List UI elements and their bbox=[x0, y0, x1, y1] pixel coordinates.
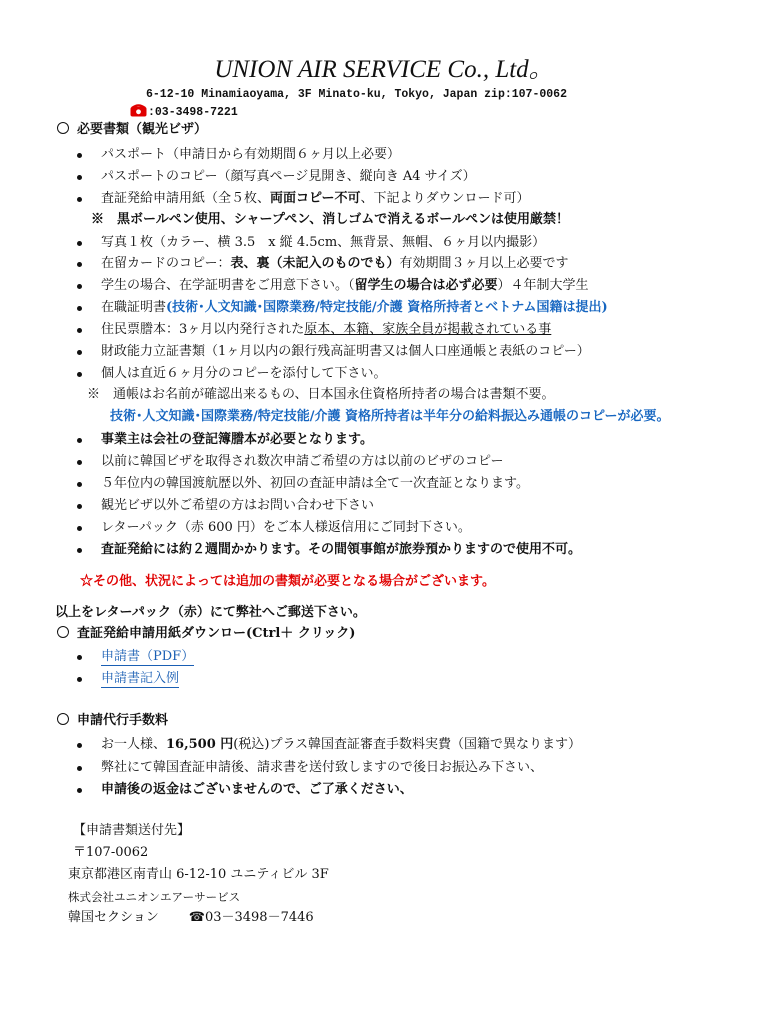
bullet-icon bbox=[77, 153, 82, 158]
mailing-phone: ☎03－3498－7446 bbox=[188, 910, 314, 925]
list-item bbox=[101, 430, 373, 450]
list-item-text-segment: 観光ビザ以外ご希望の方はお問い合わせ下さい bbox=[101, 498, 375, 513]
mailing-section bbox=[68, 908, 314, 928]
list-item-text bbox=[101, 278, 589, 293]
bullet-icon bbox=[77, 328, 82, 333]
list-item-text-segment: 個人は直近６ヶ月分のコピーを添付して下さい。 bbox=[101, 366, 387, 381]
list-item-text-segment: 有効期間３ヶ月以上必要です bbox=[399, 256, 569, 271]
company-tel-number: :03-3498-7221 bbox=[148, 106, 238, 119]
list-item bbox=[101, 254, 569, 274]
list-item bbox=[101, 540, 581, 560]
list-item bbox=[101, 647, 194, 667]
send-instruction: 以上をレターパック（赤）にて弊社へご郵送下さい。 bbox=[55, 605, 366, 620]
bullet-icon bbox=[77, 655, 82, 660]
list-item-text bbox=[101, 454, 503, 469]
circle-marker-icon bbox=[57, 122, 69, 134]
list-item bbox=[101, 189, 530, 209]
list-item-text-segment: 申請後の返金はございませんので、ご了承ください、 bbox=[101, 782, 413, 797]
list-item-text bbox=[101, 169, 476, 184]
list-item-text-segment: パスポート（申請日から有効期間６ヶ月以上必要） bbox=[101, 147, 401, 162]
list-item bbox=[101, 145, 400, 165]
list-item-text-segment: パスポートのコピー（顔写真ページ見開き、縦向き A4 サイズ） bbox=[101, 169, 476, 184]
section-fee-title: 申請代行手数料 bbox=[77, 713, 169, 728]
list-item bbox=[101, 276, 589, 296]
additional-docs-warning: ☆その他、状況によっては追加の書類が必要となる場合がございます。 bbox=[80, 574, 495, 589]
bullet-icon bbox=[77, 241, 82, 246]
list-item bbox=[101, 233, 545, 253]
mailing-address: 東京都港区南青山 6-12-10 ユニティビル 3F bbox=[68, 867, 329, 882]
list-item-text bbox=[101, 498, 374, 513]
bullet-icon bbox=[77, 526, 82, 531]
list-item-text bbox=[101, 300, 608, 315]
list-item-text-segment: 、下記よりダウンロード可） bbox=[360, 191, 530, 206]
bullet-icon bbox=[77, 548, 82, 553]
company-address: 6-12-10 Minamiaoyama, 3F Minato-ku, Tokyo, Japan zip:107-0062 bbox=[146, 88, 567, 101]
list-item bbox=[101, 758, 543, 778]
list-item-text-segment: 表、裏（未記入のものでも） bbox=[230, 256, 400, 271]
list-item-text bbox=[101, 147, 400, 162]
list-item-text-segment: 査証発給には約２週間かかります。その間領事館が旅券預かりますので使用不可。 bbox=[101, 542, 581, 557]
list-item bbox=[101, 364, 386, 384]
list-item-text bbox=[101, 737, 581, 752]
list-item-text bbox=[101, 760, 543, 775]
list-item-text-segment: 以前に韓国ビザを取得され数次申請ご希望の方は以前のビザのコピー bbox=[101, 454, 504, 469]
list-item-text-segment: ）４年制大学生 bbox=[497, 278, 589, 293]
bullet-icon bbox=[77, 766, 82, 771]
list-item-text bbox=[101, 256, 569, 271]
list-item-text bbox=[101, 235, 545, 250]
bullet-icon bbox=[77, 306, 82, 311]
list-item-text bbox=[101, 344, 590, 359]
list-item-text-segment: 学生の場合、在学証明書をご用意下さい。（ bbox=[101, 278, 355, 293]
list-item-text-segment: (税込)プラス韓国査証審査手数料実費（国籍で異なります） bbox=[233, 737, 582, 752]
bullet-icon bbox=[77, 350, 82, 355]
list-item bbox=[101, 780, 413, 800]
phone-icon bbox=[130, 104, 147, 117]
section-download-heading bbox=[57, 624, 355, 644]
bullet-icon bbox=[77, 788, 82, 793]
section-required-docs-heading bbox=[57, 120, 207, 140]
list-item bbox=[101, 320, 551, 340]
list-item-text-segment: 査証発給申請用紙（全５枚、 bbox=[101, 191, 271, 206]
list-item bbox=[101, 474, 529, 494]
list-item-text-segment: 写真１枚（カラー、横 3.5 x 縦 4.5cm、無背景、無帽、６ヶ月以内撮影） bbox=[101, 235, 546, 250]
bullet-icon bbox=[77, 262, 82, 267]
list-item-text-segment: お一人様、 bbox=[101, 737, 167, 752]
list-item bbox=[101, 167, 476, 187]
list-item-text-segment: 財政能力立証書類（1ヶ月以内の銀行残高証明書又は個人口座通帳と表紙のコピー） bbox=[101, 344, 590, 359]
circle-marker-icon bbox=[57, 626, 69, 638]
bank-book-note-visa-holders: 技術･人文知識･国際業務/特定技能/介護 資格所持者は半年分の給料振込み通帳のコピーが必要。 bbox=[110, 409, 670, 424]
mailing-zip: 〒107-0062 bbox=[73, 845, 149, 860]
bullet-icon bbox=[77, 284, 82, 289]
list-item-text bbox=[101, 542, 581, 557]
list-item-text-segment: 住民票謄本：3ヶ月以内発行された bbox=[101, 322, 305, 337]
circle-marker-icon bbox=[57, 713, 69, 725]
list-item-text-segment: 両面コピー不可 bbox=[270, 191, 361, 206]
bullet-icon bbox=[77, 504, 82, 509]
list-item bbox=[101, 735, 581, 755]
bank-book-note: ※ 通帳はお名前が確認出来るもの、日本国永住資格所持者の場合は書類不要。 bbox=[87, 387, 555, 402]
list-item-text bbox=[101, 366, 386, 381]
list-item bbox=[101, 669, 179, 689]
section-fee-heading bbox=[57, 711, 168, 731]
list-item-text-segment: 留学生の場合は必ず必要 bbox=[354, 278, 498, 293]
list-item-text-segment: 弊社にて韓国査証申請後、請求書を送付致しますので後日お振込み下さい、 bbox=[101, 760, 544, 775]
list-item-text bbox=[101, 432, 373, 447]
bullet-icon bbox=[77, 460, 82, 465]
list-item-text-segment: 原本、本籍、家族全員が掲載されている事 bbox=[304, 322, 552, 337]
section-required-docs-title: 必要書類（観光ビザ） bbox=[77, 122, 208, 137]
bullet-icon bbox=[77, 743, 82, 748]
list-item-text-segment: 在留カードのコピー： bbox=[101, 256, 231, 271]
company-tel bbox=[130, 104, 238, 121]
list-item-text bbox=[101, 322, 551, 337]
application-example-link[interactable]: 申請書記入例 bbox=[101, 671, 180, 686]
list-item bbox=[101, 452, 503, 472]
list-item-text-segment: (技術･人文知識･国際業務/特定技能/介護 資格所持者とベトナム国籍は提出) bbox=[166, 300, 608, 315]
bullet-icon bbox=[77, 372, 82, 377]
list-item-text bbox=[101, 782, 413, 797]
list-item-text bbox=[101, 520, 471, 535]
list-item-text bbox=[101, 476, 529, 491]
list-item-text-segment: ５年位内の韓国渡航歴以外、初回の査証申請は全て一次査証となります。 bbox=[101, 476, 529, 491]
application-pdf-link[interactable]: 申請書（PDF） bbox=[101, 649, 195, 664]
list-item-text bbox=[101, 191, 530, 206]
list-item bbox=[101, 518, 471, 538]
company-title: UNION AIR SERVICE Co., Ltd。 bbox=[214, 56, 554, 83]
section-download-title: 査証発給申請用紙ダウンロー(Ctrl＋ クリック) bbox=[77, 626, 356, 641]
bullet-icon bbox=[77, 438, 82, 443]
list-item-text-segment: 在職証明書 bbox=[101, 300, 167, 315]
bullet-icon bbox=[77, 482, 82, 487]
list-item bbox=[101, 342, 590, 362]
mailing-company: 株式会社ユニオンエアーサービス bbox=[68, 890, 241, 904]
list-item bbox=[101, 496, 374, 516]
list-item-text-segment: レターパック（赤 600 円）をご本人様返信用にご同封下さい。 bbox=[101, 520, 471, 535]
list-item-text-segment: 事業主は会社の登記簿謄本が必要となります。 bbox=[101, 432, 373, 447]
mailing-label: 【申請書類送付先】 bbox=[73, 823, 191, 838]
mailing-section-name: 韓国セクション bbox=[68, 910, 159, 925]
bullet-icon bbox=[77, 175, 82, 180]
bullet-icon bbox=[77, 197, 82, 202]
bullet-icon bbox=[77, 677, 82, 682]
list-item bbox=[101, 298, 608, 318]
pen-usage-note: ※ 黒ボールペン使用、シャープペン、消しゴムで消えるボールペンは使用厳禁！ bbox=[91, 212, 570, 227]
list-item-text-segment: 16,500 円 bbox=[166, 737, 234, 752]
